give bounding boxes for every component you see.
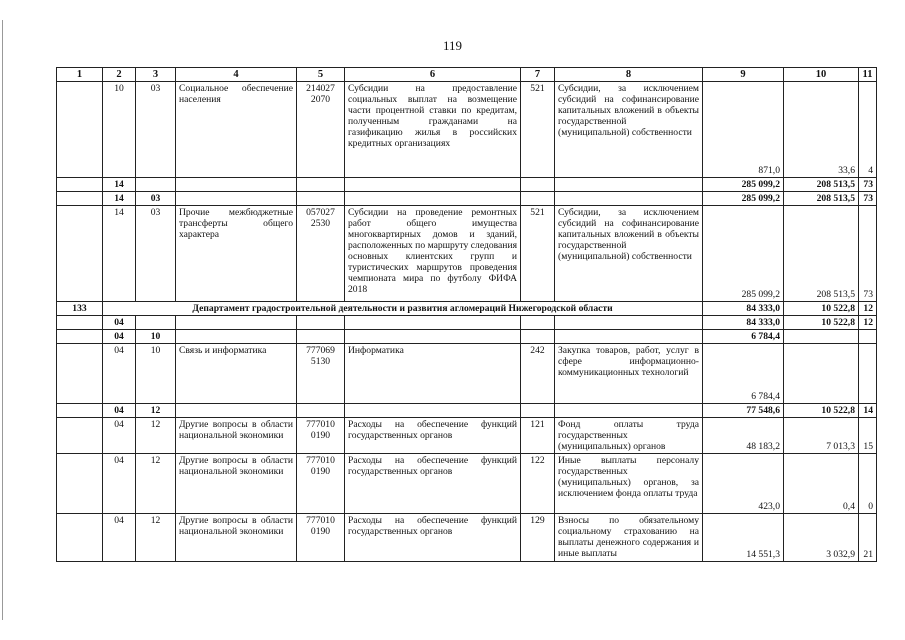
cell-section: 04 [103,344,136,404]
table-row [57,454,877,514]
cell-expense-name: Закупка товаров, работ, услуг в сфере информационно-коммуникационных технологий [555,344,703,404]
col-header: 2 [103,68,136,82]
table-row [57,206,877,302]
cell-actual-amount: 10 522,8 [784,302,859,316]
cell-plan-amount: 84 333,0 [703,316,784,330]
cell-plan-amount: 285 099,2 [703,178,784,192]
cell-name [176,316,297,330]
cell-code [57,206,103,302]
cell-description [345,316,521,330]
cell-subsection [136,178,176,192]
cell-subsection: 12 [136,514,176,562]
cell-target-code [297,192,345,206]
cell-description [345,404,521,418]
cell-name [176,192,297,206]
cell-description: Субсидии на проведение ремонтных работ общего имущества многоквартирных домов и зданий, расположенных по маршруту следования основных клиентских групп и туристических маршрутов проведения чемпионата мира по футболу ФИФА 2018 [345,206,521,302]
col-header: 6 [345,68,521,82]
cell-expense-type: 129 [521,514,555,562]
cell-name: Другие вопросы в области национальной экономики [176,514,297,562]
cell-name: Другие вопросы в области национальной экономики [176,454,297,514]
cell-expense-name: Иные выплаты персоналу государственных (муниципальных) органов, за исключением фонда оплаты труда [555,454,703,514]
cell-subsection: 10 [136,344,176,404]
table-row [57,418,877,454]
cell-plan-amount: 871,0 [703,82,784,178]
table-row [57,514,877,562]
cell-plan-amount: 48 183,2 [703,418,784,454]
cell-expense-type [521,178,555,192]
cell-percent: 73 [859,192,877,206]
cell-target-code: 214027 2070 [297,82,345,178]
cell-description: Субсидии на предоставление социальных выплат на возмещение части процентной ставки по кредитам, полученным гражданами на газификацию жилья в российских кредитных организациях [345,82,521,178]
cell-expense-type: 122 [521,454,555,514]
cell-section: 04 [103,514,136,562]
cell-actual-amount: 3 032,9 [784,514,859,562]
cell-code [57,178,103,192]
cell-expense-name: Взносы по обязательному социальному страхованию на выплаты денежного содержания и иные выплаты [555,514,703,562]
cell-code [57,316,103,330]
cell-description: Расходы на обеспечение функций государственных органов [345,454,521,514]
cell-actual-amount [784,344,859,404]
cell-plan-amount: 6 784,4 [703,344,784,404]
cell-percent: 73 [859,206,877,302]
col-header: 7 [521,68,555,82]
cell-plan-amount: 14 551,3 [703,514,784,562]
cell-name: Социальное обеспечение населения [176,82,297,178]
subtotal-row [57,404,877,418]
cell-subsection: 10 [136,330,176,344]
subtotal-row [57,178,877,192]
cell-code [57,514,103,562]
cell-subsection: 12 [136,454,176,514]
cell-percent: 12 [859,302,877,316]
cell-subsection: 03 [136,206,176,302]
cell-section: 04 [103,330,136,344]
col-header: 3 [136,68,176,82]
cell-section: 04 [103,404,136,418]
cell-name: Связь и информатика [176,344,297,404]
col-header: 8 [555,68,703,82]
cell-code [57,454,103,514]
cell-section: 14 [103,178,136,192]
cell-code [57,404,103,418]
subtotal-row [57,316,877,330]
cell-name [176,178,297,192]
page-number: 119 [442,38,463,53]
cell-percent: 73 [859,178,877,192]
cell-percent [859,344,877,404]
cell-plan-amount: 285 099,2 [703,206,784,302]
cell-actual-amount: 10 522,8 [784,316,859,330]
cell-target-code [297,178,345,192]
cell-plan-amount: 423,0 [703,454,784,514]
cell-expense-name: Субсидии, за исключением субсидий на софинансирование капитальных вложений в объекты государственной (муниципальной) собственности [555,82,703,178]
cell-actual-amount: 10 522,8 [784,404,859,418]
subtotal-row [57,192,877,206]
cell-actual-amount: 208 513,5 [784,192,859,206]
cell-code [57,330,103,344]
header-row [57,68,877,82]
budget-table [56,67,877,562]
cell-actual-amount: 208 513,5 [784,178,859,192]
cell-plan-amount: 285 099,2 [703,192,784,206]
cell-expense-type [521,316,555,330]
cell-expense-name [555,404,703,418]
col-header: 5 [297,68,345,82]
cell-plan-amount: 84 333,0 [703,302,784,316]
cell-subsection: 03 [136,192,176,206]
col-header: 1 [57,68,103,82]
cell-plan-amount: 77 548,6 [703,404,784,418]
cell-percent: 0 [859,454,877,514]
table-row [57,82,877,178]
cell-section: 14 [103,206,136,302]
cell-target-code: 777069 5130 [297,344,345,404]
cell-expense-type: 521 [521,82,555,178]
cell-expense-name [555,330,703,344]
cell-section: 04 [103,454,136,514]
cell-target-code [297,330,345,344]
cell-description [345,178,521,192]
cell-section: 04 [103,316,136,330]
cell-actual-amount: 0,4 [784,454,859,514]
cell-subsection: 12 [136,404,176,418]
cell-expense-name: Субсидии, за исключением субсидий на софинансирование капитальных вложений в объекты государственной (муниципальной) собственности [555,206,703,302]
cell-percent: 12 [859,316,877,330]
cell-target-code: 777010 0190 [297,454,345,514]
cell-expense-type [521,330,555,344]
col-header: 10 [784,68,859,82]
cell-name: Прочие межбюджетные трансферты общего характера [176,206,297,302]
cell-target-code: 057027 2530 [297,206,345,302]
cell-description: Расходы на обеспечение функций государственных органов [345,418,521,454]
cell-expense-type: 521 [521,206,555,302]
col-header: 4 [176,68,297,82]
cell-subsection [136,316,176,330]
cell-name [176,330,297,344]
cell-code [57,418,103,454]
cell-section: 04 [103,418,136,454]
cell-expense-type [521,404,555,418]
cell-expense-name [555,178,703,192]
cell-name: Другие вопросы в области национальной экономики [176,418,297,454]
cell-name [176,404,297,418]
cell-description [345,330,521,344]
table-row [57,344,877,404]
cell-target-code: 777010 0190 [297,418,345,454]
col-header: 11 [859,68,877,82]
cell-expense-type: 242 [521,344,555,404]
cell-target-code [297,316,345,330]
cell-target-code: 777010 0190 [297,514,345,562]
cell-percent: 21 [859,514,877,562]
cell-code [57,192,103,206]
cell-expense-name [555,192,703,206]
department-row [57,302,877,316]
cell-expense-name [555,316,703,330]
cell-target-code [297,404,345,418]
cell-actual-amount [784,330,859,344]
cell-description: Информатика [345,344,521,404]
cell-subsection: 12 [136,418,176,454]
cell-percent: 4 [859,82,877,178]
cell-expense-type [521,192,555,206]
cell-percent: 14 [859,404,877,418]
cell-actual-amount: 7 013,3 [784,418,859,454]
cell-code: 133 [57,302,103,316]
department-name: Департамент градостроительной деятельности и развития агломераций Нижегородской области [103,302,703,316]
cell-description: Расходы на обеспечение функций государственных органов [345,514,521,562]
cell-section: 10 [103,82,136,178]
cell-percent [859,330,877,344]
cell-plan-amount: 6 784,4 [703,330,784,344]
cell-code [57,344,103,404]
cell-subsection: 03 [136,82,176,178]
cell-expense-name: Фонд оплаты труда государственных (муниципальных) органов [555,418,703,454]
cell-actual-amount: 208 513,5 [784,206,859,302]
cell-section: 14 [103,192,136,206]
cell-actual-amount: 33,6 [784,82,859,178]
cell-expense-type: 121 [521,418,555,454]
cell-code [57,82,103,178]
subtotal-row [57,330,877,344]
cell-percent: 15 [859,418,877,454]
left-edge-line [2,20,3,620]
col-header: 9 [703,68,784,82]
cell-description [345,192,521,206]
